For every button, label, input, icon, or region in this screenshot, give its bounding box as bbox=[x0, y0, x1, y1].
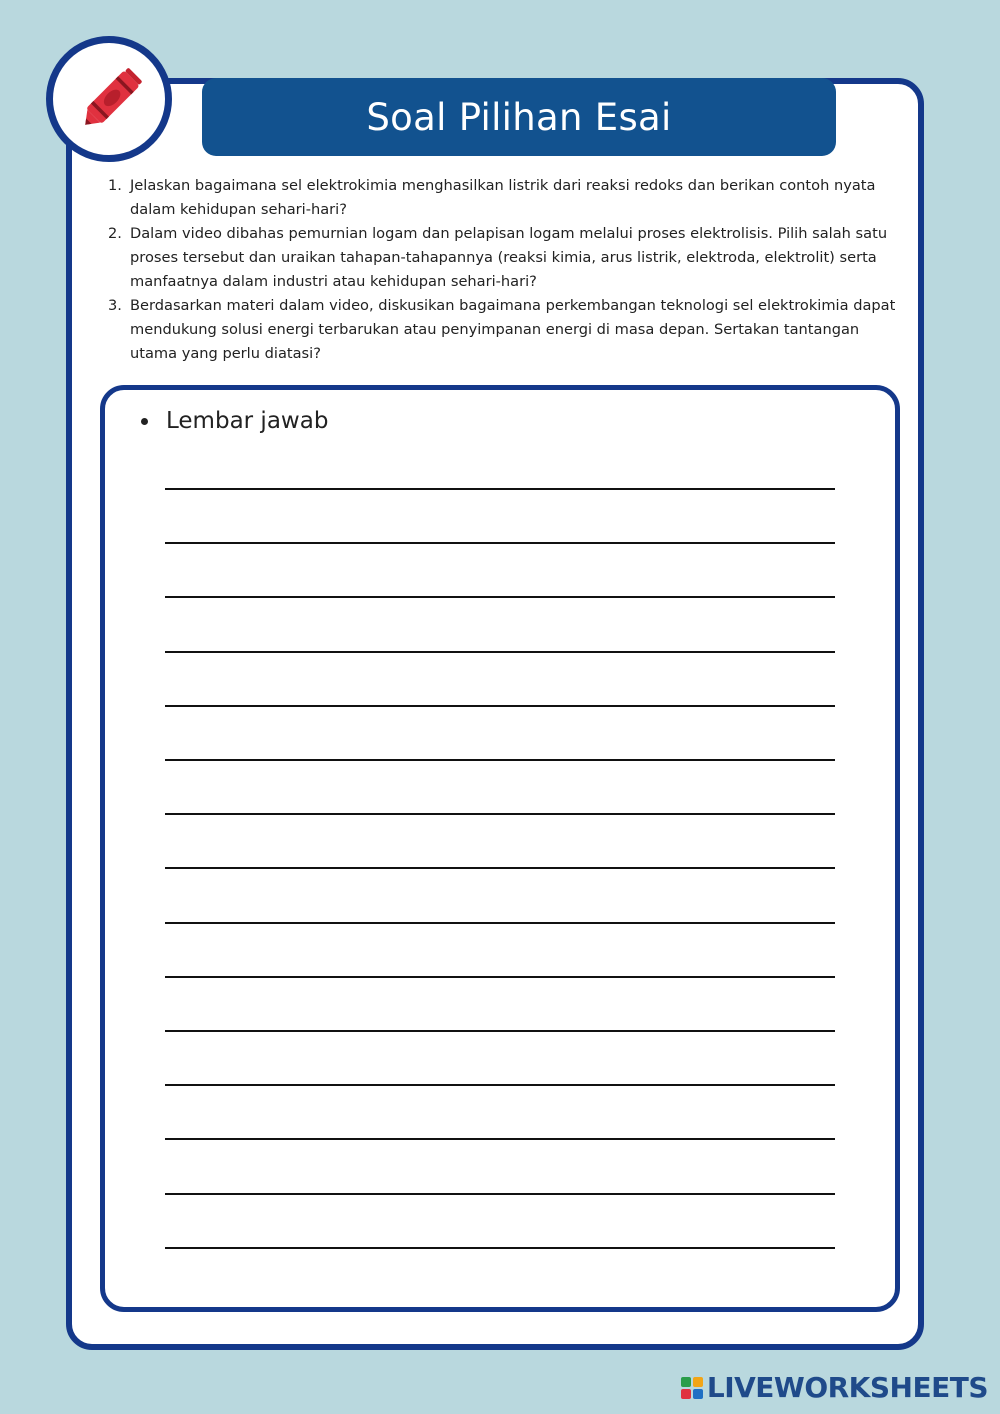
answer-line[interactable] bbox=[165, 705, 835, 707]
crayon-badge bbox=[46, 36, 172, 162]
logo-squares-icon bbox=[681, 1377, 703, 1399]
answer-line[interactable] bbox=[165, 488, 835, 490]
answer-heading bbox=[141, 408, 328, 434]
liveworksheets-logo bbox=[681, 1371, 988, 1404]
question-list bbox=[108, 174, 898, 366]
question-text: Dalam video dibahas pemurnian logam dan pelapisan logam melalui proses elektrolisis. Pilih salah satu proses tersebut dan uraikan tahapan-tahapannya (reaksi kimia, arus listrik, elektroda, elektrolit) serta manfaatnya dalam industri atau kehidupan sehari-hari? bbox=[130, 225, 888, 290]
answer-line[interactable] bbox=[165, 1030, 835, 1032]
answer-line[interactable] bbox=[165, 759, 835, 761]
answer-line[interactable] bbox=[165, 1247, 835, 1249]
question-item bbox=[108, 174, 898, 222]
question-number: 2. bbox=[108, 225, 122, 242]
answer-line[interactable] bbox=[165, 813, 835, 815]
answer-line[interactable] bbox=[165, 1138, 835, 1140]
answer-line[interactable] bbox=[165, 542, 835, 544]
answer-line[interactable] bbox=[165, 922, 835, 924]
answer-heading-label: Lembar jawab bbox=[166, 408, 329, 434]
page-title: Soal Pilihan Esai bbox=[366, 95, 672, 139]
question-number: 1. bbox=[108, 177, 122, 194]
answer-box bbox=[100, 385, 900, 1312]
answer-line[interactable] bbox=[165, 867, 835, 869]
crayon-icon bbox=[67, 57, 153, 143]
answer-line[interactable] bbox=[165, 976, 835, 978]
question-text: Jelaskan bagaimana sel elektrokimia menghasilkan listrik dari reaksi redoks dan berikan contoh nyata dalam kehidupan sehari-hari? bbox=[130, 177, 876, 218]
question-item bbox=[108, 222, 898, 294]
question-number: 3. bbox=[108, 297, 122, 314]
logo-text: LIVEWORKSHEETS bbox=[706, 1371, 988, 1404]
answer-line[interactable] bbox=[165, 1084, 835, 1086]
answer-line[interactable] bbox=[165, 596, 835, 598]
question-item bbox=[108, 294, 898, 366]
answer-line[interactable] bbox=[165, 651, 835, 653]
title-banner bbox=[202, 78, 836, 156]
question-text: Berdasarkan materi dalam video, diskusikan bagaimana perkembangan teknologi sel elektrokimia dapat mendukung solusi energi terbarukan atau penyimpanan energi di masa depan. Sertakan tantangan utama yang perlu diatasi? bbox=[130, 297, 896, 362]
answer-line[interactable] bbox=[165, 1193, 835, 1195]
bullet-icon bbox=[141, 418, 148, 425]
